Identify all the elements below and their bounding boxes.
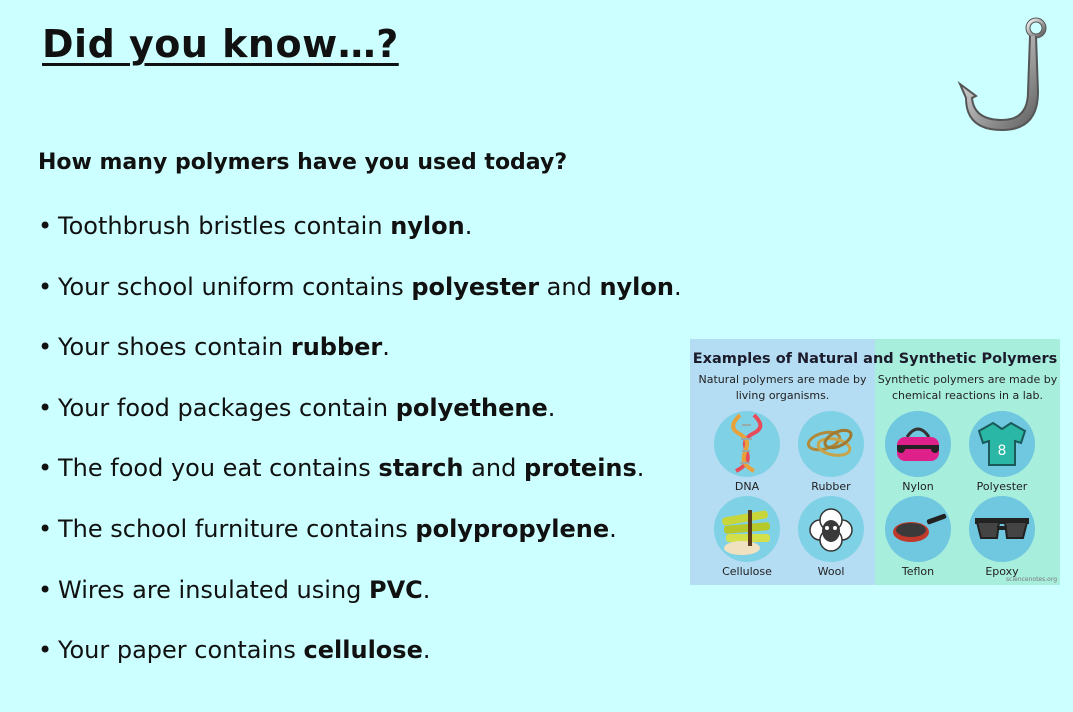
item-label: Wool — [817, 565, 845, 578]
fact-item — [38, 574, 682, 635]
sheep-icon — [798, 496, 864, 562]
polymer-name: rubber — [290, 333, 383, 362]
fact-text: Your food packages contain — [58, 393, 396, 422]
bullet-icon: • — [38, 575, 53, 604]
item-label: Cellulose — [722, 565, 772, 578]
bullet-icon: • — [38, 514, 53, 543]
fact-text: . — [673, 272, 682, 301]
gym-bag-icon — [885, 411, 951, 477]
bullet-icon: • — [38, 272, 53, 301]
polymer-name: nylon — [599, 272, 674, 301]
frying-pan-icon — [885, 496, 951, 562]
fact-text: Your shoes contain — [58, 333, 291, 362]
item-polyester — [962, 411, 1042, 493]
fact-text: The school furniture contains — [58, 514, 416, 543]
item-label: Epoxy — [985, 565, 1019, 578]
bullet-icon: • — [38, 212, 53, 240]
natural-description: Natural polymers are made by living organisms. — [698, 373, 867, 402]
polymer-name: starch — [378, 454, 464, 483]
fact-item — [38, 634, 682, 695]
fact-item — [38, 452, 682, 513]
bullet-icon: • — [38, 636, 53, 665]
fact-text: and — [463, 454, 524, 483]
item-label: Polyester — [976, 480, 1028, 493]
fact-text: The food you eat contains — [58, 454, 379, 483]
fact-text: . — [609, 514, 617, 543]
polymer-name: PVC — [369, 575, 423, 604]
fish-hook-icon — [950, 14, 1050, 138]
item-teflon — [878, 496, 958, 578]
fact-text: Your school uniform contains — [58, 272, 412, 301]
fact-text: . — [422, 636, 431, 665]
fact-text: Toothbrush bristles contain — [58, 212, 391, 240]
fact-text: . — [382, 333, 390, 362]
item-cellulose — [707, 496, 787, 578]
item-label: Nylon — [902, 480, 934, 493]
goggles-icon — [969, 496, 1035, 562]
fact-item — [38, 392, 682, 453]
synthetic-description: Synthetic polymers are made by chemical reactions in a lab. — [877, 373, 1058, 402]
fact-item — [38, 331, 682, 392]
fact-item — [38, 210, 682, 271]
fact-text: Your paper contains — [58, 636, 304, 665]
bullet-icon: • — [38, 454, 53, 483]
polymer-name: polypropylene — [415, 514, 610, 543]
polymer-name: polyethene — [395, 393, 548, 422]
fact-text: . — [547, 393, 556, 422]
svg-text:8: 8 — [997, 443, 1007, 459]
fact-item — [38, 271, 682, 332]
fact-text: and — [539, 272, 600, 301]
cellulose-icon — [714, 496, 780, 562]
infographic-title: Examples of Natural and Synthetic Polymers — [692, 351, 1058, 367]
item-wool — [791, 496, 871, 578]
item-rubber — [791, 411, 871, 493]
fact-text: . — [464, 212, 473, 240]
item-label: Teflon — [901, 565, 935, 578]
item-label: Rubber — [811, 480, 851, 493]
slide-title: Did you know…? — [42, 22, 399, 66]
fact-text: Wires are insulated using — [58, 575, 370, 604]
polymer-name: proteins — [523, 454, 637, 483]
bullet-icon: • — [38, 333, 53, 362]
question-heading: How many polymers have you used today? — [38, 150, 568, 175]
bullet-icon: • — [38, 393, 53, 422]
fact-text: . — [422, 575, 431, 604]
polymers-infographic — [690, 339, 1060, 585]
item-dna — [707, 411, 787, 493]
fact-item — [38, 513, 682, 574]
dna-icon — [714, 411, 780, 477]
fact-text: . — [636, 454, 645, 483]
rubber-bands-icon — [798, 411, 864, 477]
item-epoxy — [962, 496, 1042, 578]
item-label: DNA — [734, 480, 760, 493]
infographic-credit: sciencenotes.org — [1006, 576, 1057, 583]
polymer-name: nylon — [390, 212, 465, 240]
polymer-facts-list — [38, 210, 682, 695]
polymer-name: cellulose — [303, 636, 423, 665]
jersey-icon — [969, 411, 1035, 477]
item-nylon — [878, 411, 958, 493]
polymer-name: polyester — [411, 272, 540, 301]
